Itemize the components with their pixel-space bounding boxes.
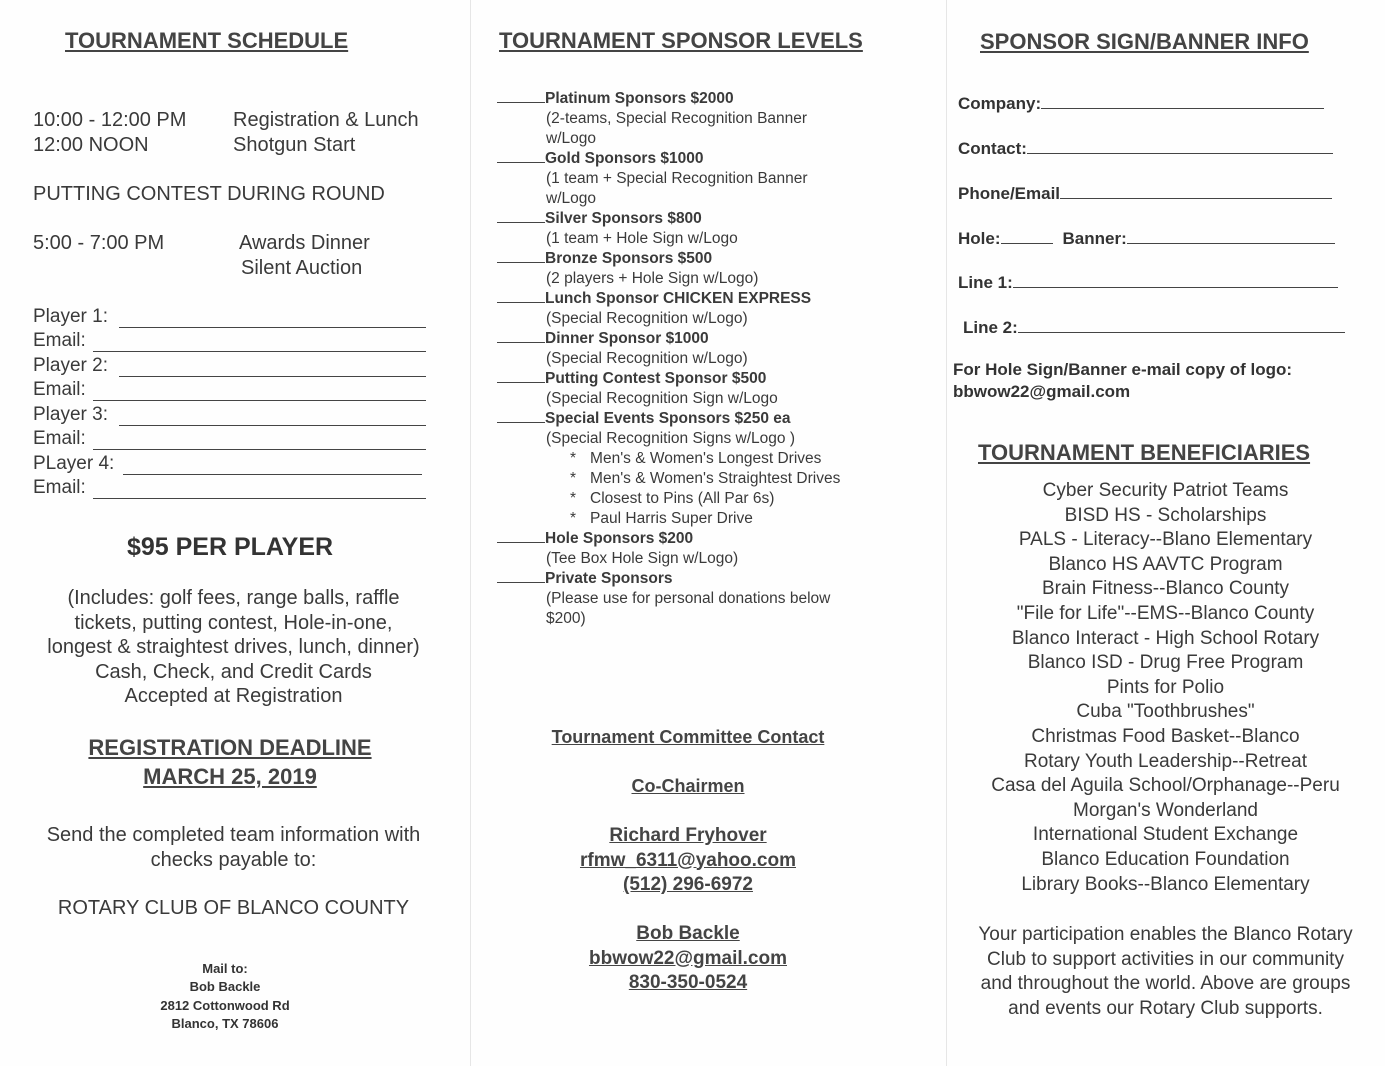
beneficiary-item: Pints for Polio (1106, 676, 1225, 698)
checkbox-blank[interactable] (497, 342, 545, 343)
sponsor-desc: (Special Recognition w/Logo) (546, 350, 748, 367)
sponsor-desc: (2-teams, Special Recognition Banner (546, 110, 808, 127)
contact-label: Contact: (958, 139, 1027, 158)
sponsor-desc: (Please use for personal donations below (546, 590, 831, 607)
player-2-field[interactable] (33, 355, 108, 379)
sponsor-desc: (Special Recognition Sign w/Logo (546, 390, 778, 407)
player-2-line[interactable] (119, 358, 426, 377)
sponsor-list (497, 89, 917, 629)
player-3-label: Player 3: (33, 404, 108, 425)
sponsor-name: Gold Sponsors $1000 (545, 150, 704, 167)
beneficiary-item: Casa del Aguila School/Orphanage--Peru (991, 775, 1340, 797)
beneficiary-item: "File for Life"--EMS--Blanco County (1016, 602, 1315, 624)
banner-line[interactable] (1127, 225, 1335, 244)
player-3-field[interactable] (33, 404, 108, 428)
sponsor-name: Lunch Sponsor CHICKEN EXPRESS (545, 290, 812, 307)
email-2-line[interactable] (93, 382, 426, 401)
beneficiary-item: BISD HS - Scholarships (1064, 504, 1267, 526)
checkbox-blank[interactable] (497, 162, 545, 163)
contact-1-email[interactable]: rfmw_6311@yahoo.com (579, 849, 796, 871)
sponsor-item[interactable] (497, 569, 917, 589)
mail-block (0, 960, 450, 1033)
contact-2-name: Bob Backle (636, 923, 740, 944)
includes-line: tickets, putting contest, Hole-in-one, (74, 611, 393, 634)
line-2-line[interactable] (1018, 314, 1345, 333)
beneficiary-item: Cuba "Toothbrushes" (1076, 701, 1255, 723)
deadline-date: MARCH 25, 2019 (143, 764, 317, 789)
sponsor-name: Platinum Sponsors $2000 (545, 90, 734, 107)
mail-name: Bob Backle (189, 979, 261, 995)
line-1-label: Line 1: (958, 273, 1013, 292)
checkbox-blank[interactable] (497, 222, 545, 223)
beneficiary-item: Blanco Interact - High School Rotary (1011, 627, 1320, 649)
checkbox-blank[interactable] (497, 422, 545, 423)
sponsor-name: Silver Sponsors $800 (545, 210, 702, 227)
mail-street: 2812 Cottonwood Rd (160, 997, 290, 1013)
player-2-label: Player 2: (33, 355, 108, 376)
payee: ROTARY CLUB OF BLANCO COUNTY (57, 897, 410, 919)
closing-line: and events our Rotary Club supports. (1008, 997, 1323, 1019)
sponsor-item[interactable] (497, 329, 917, 349)
sponsor-desc: (1 team + Hole Sign w/Logo (546, 230, 738, 247)
beneficiary-item: Rotary Youth Leadership--Retreat (1023, 750, 1308, 772)
closing-paragraph (946, 923, 1385, 1021)
beneficiary-item: International Student Exchange (1032, 824, 1299, 846)
email-4-line[interactable] (93, 480, 426, 499)
evening-time: 5:00 - 7:00 PM (33, 232, 165, 254)
email-2-label: Email: (33, 379, 86, 400)
putting-note: PUTTING CONTEST DURING ROUND (33, 183, 385, 205)
sponsor-name: Bronze Sponsors $500 (545, 250, 713, 267)
sponsor-name: Dinner Sponsor $1000 (545, 330, 709, 347)
email-3-label: Email: (33, 428, 86, 449)
logo-note-email[interactable]: bbwow22@gmail.com (953, 382, 1131, 401)
phone-email-field[interactable] (958, 180, 1332, 204)
sponsor-item[interactable] (497, 89, 917, 109)
committee-heading: Tournament Committee Contact (551, 727, 825, 747)
checkbox-blank[interactable] (497, 582, 545, 583)
phone-email-label: Phone/Email (958, 184, 1061, 203)
sponsor-desc: w/Logo (546, 130, 596, 147)
logo-note-text: For Hole Sign/Banner e-mail copy of logo: (953, 360, 1293, 379)
evening-event-2: Silent Auction (241, 257, 363, 279)
contact-2-email[interactable]: bbwow22@gmail.com (588, 947, 787, 969)
company-line[interactable] (1041, 90, 1324, 109)
beneficiaries-list (946, 479, 1385, 897)
sponsor-item[interactable] (497, 369, 917, 389)
line-1-field[interactable] (958, 269, 1338, 293)
beneficiary-item: Blanco HS AAVTC Program (1048, 553, 1283, 575)
deadline-block (0, 733, 460, 791)
beneficiary-item: Library Books--Blanco Elementary (1021, 873, 1310, 895)
sponsor-desc: $200) (546, 610, 586, 627)
contact-2-phone: 830-350-0524 (628, 972, 748, 993)
beneficiaries-heading: TOURNAMENT BENEFICIARIES (978, 440, 1311, 465)
line-1-line[interactable] (1013, 269, 1338, 288)
event-2: Shotgun Start (233, 134, 356, 156)
special-event-item: * Men's & Women's Longest Drives (497, 449, 917, 469)
email-3-field[interactable] (33, 428, 86, 452)
mail-label: Mail to: (202, 961, 248, 976)
send-line: checks payable to: (150, 848, 317, 871)
email-2-field[interactable] (33, 379, 86, 403)
sponsor-desc: (2 players + Hole Sign w/Logo) (546, 270, 759, 287)
fold-line-1 (470, 0, 471, 1066)
beneficiary-item: Morgan's Wonderland (1073, 799, 1258, 821)
contact-1 (470, 824, 906, 898)
time-2: 12:00 NOON (33, 134, 149, 156)
player-4-label: PLayer 4: (33, 453, 115, 474)
checkbox-blank[interactable] (497, 102, 545, 103)
player-1-field[interactable] (33, 306, 108, 330)
company-field[interactable] (958, 90, 1324, 114)
checkbox-blank[interactable] (497, 302, 545, 303)
player-4-field[interactable] (33, 453, 114, 477)
sponsor-item[interactable] (497, 529, 917, 549)
beneficiary-item: Blanco ISD - Drug Free Program (1027, 652, 1304, 674)
sponsor-item[interactable] (497, 249, 917, 269)
phone-email-line[interactable] (1060, 180, 1332, 199)
send-block (0, 823, 467, 872)
beneficiary-item: Cyber Security Patriot Teams (1042, 480, 1289, 501)
checkbox-blank[interactable] (497, 262, 545, 263)
special-event-item: * Paul Harris Super Drive (497, 509, 917, 529)
sponsor-name: Special Events Sponsors $250 ea (545, 410, 791, 427)
hole-label: Hole: (958, 229, 1001, 248)
sponsor-desc: (Special Recognition Signs w/Logo ) (546, 430, 795, 447)
player-4-line[interactable] (123, 456, 422, 475)
contact-line[interactable] (1027, 135, 1333, 154)
includes-line: Cash, Check, and Credit Cards (95, 660, 372, 683)
line-2-field[interactable] (963, 314, 1345, 338)
contact-1-name: Richard Fryhover (609, 825, 767, 846)
schedule-heading: TOURNAMENT SCHEDULE (65, 28, 349, 53)
deadline-title: REGISTRATION DEADLINE (88, 735, 372, 760)
sponsor-name: Private Sponsors (545, 570, 673, 587)
player-3-line[interactable] (119, 407, 426, 426)
hole-line[interactable] (1001, 225, 1053, 244)
email-3-line[interactable] (93, 431, 426, 450)
sponsor-desc: w/Logo (546, 190, 596, 207)
email-1-field[interactable] (33, 330, 86, 354)
sponsor-name: Hole Sponsors $200 (545, 530, 694, 547)
send-line: Send the completed team information with (46, 824, 421, 846)
beneficiary-item: Brain Fitness--Blanco County (1041, 578, 1290, 600)
checkbox-blank[interactable] (497, 542, 545, 543)
sponsor-item[interactable] (497, 409, 917, 429)
contact-2 (470, 922, 906, 996)
sponsor-desc: (Special Recognition w/Logo) (546, 310, 748, 327)
includes-line: longest & straightest drives, lunch, dinner) (47, 636, 420, 659)
email-4-field[interactable] (33, 477, 86, 501)
email-1-line[interactable] (93, 333, 426, 352)
banner-info-heading: SPONSOR SIGN/BANNER INFO (980, 29, 1309, 54)
player-1-line[interactable] (119, 309, 426, 328)
checkbox-blank[interactable] (497, 382, 545, 383)
company-label: Company: (958, 94, 1042, 113)
closing-line: Your participation enables the Blanco Rotary (978, 924, 1353, 945)
email-4-label: Email: (33, 477, 86, 498)
sponsor-desc: (Tee Box Hole Sign w/Logo) (546, 550, 739, 567)
email-1-label: Email: (33, 330, 86, 351)
special-event-item: * Closest to Pins (All Par 6s) (497, 489, 917, 509)
hole-banner-field[interactable] (958, 225, 1335, 249)
closing-line: and throughout the world. Above are groups (980, 973, 1351, 995)
beneficiary-item: Christmas Food Basket--Blanco (1031, 725, 1300, 747)
contact-1-phone: (512) 296-6972 (623, 874, 753, 895)
sponsor-name: Putting Contest Sponsor $500 (545, 370, 767, 387)
mail-city: Blanco, TX 78606 (171, 1015, 279, 1031)
banner-label: Banner: (1062, 229, 1127, 248)
sponsor-item[interactable] (497, 289, 917, 309)
line-2-label: Line 2: (963, 318, 1018, 337)
cochair-label: Co-Chairmen (631, 776, 745, 796)
sponsor-desc: (1 team + Special Recognition Banner (546, 170, 808, 187)
beneficiary-item: PALS - Literacy--Blano Elementary (1018, 529, 1313, 551)
special-event-item: * Men's & Women's Straightest Drives (497, 469, 917, 489)
includes-line: (Includes: golf fees, range balls, raffle (67, 587, 400, 609)
contact-field[interactable] (958, 135, 1333, 159)
closing-line: Club to support activities in our community (987, 948, 1344, 970)
event-1: Registration & Lunch (233, 109, 419, 131)
player-1-label: Player 1: (33, 306, 108, 327)
includes-block (0, 586, 467, 709)
sponsor-levels-heading: TOURNAMENT SPONSOR LEVELS (499, 28, 863, 53)
includes-line: Accepted at Registration (124, 685, 343, 708)
time-1: 10:00 - 12:00 PM (33, 109, 187, 131)
beneficiary-item: Blanco Education Foundation (1041, 848, 1290, 870)
sponsor-item[interactable] (497, 209, 917, 229)
price: $95 PER PLAYER (126, 533, 334, 561)
evening-event-1: Awards Dinner (239, 232, 370, 254)
sponsor-item[interactable] (497, 149, 917, 169)
logo-note (953, 359, 1292, 403)
